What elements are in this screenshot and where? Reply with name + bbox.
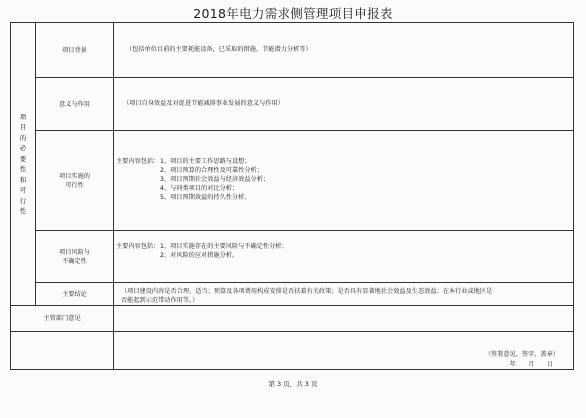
dept-opinion-label: 主管部门意见 — [43, 315, 81, 322]
list-item: 4、与同类项目的对比分析； — [160, 185, 239, 192]
signature-date: 年 月 日 — [509, 361, 553, 368]
list-item: 2、对风险的应对措施分析。 — [160, 252, 239, 259]
signature-note: （签署意见、签字、盖章） — [484, 351, 559, 358]
project-background-label: 项目背景 — [62, 46, 87, 54]
risk-content: 主要内容包括： 1、项目实施存在的主要风险与不确定性分析； 2、对风险的应对措施分析。 — [116, 243, 288, 259]
form-title: 2018年电力需求侧管理项目申报表 — [193, 6, 393, 21]
application-form-table — [10, 22, 574, 370]
list-item: 1、项目实施存在的主要风险与不确定性分析； — [160, 243, 288, 250]
list-item: 5、项目预期效益的持久性分析。 — [160, 194, 251, 201]
conclusion-text: （项目建设内容是否合理、适当；预算及各项费用构成安排是否扶着有关政策；是否具有显著地社会效益及生态效益；在本行业或地区是 否能起到示范带动作用等。） — [121, 288, 493, 304]
list-item: 3、项目预期社会效益与经济效益分析； — [160, 176, 270, 183]
project-background-text: （包括单位目前的主要耗能设备，已采取的措施，节能潜力分析等） — [126, 46, 312, 53]
significance-text: （项目自身效益及对促进节能减排事业发展的意义与作用） — [123, 100, 284, 107]
list-item: 1、项目的主要工作思路与设想； — [160, 158, 251, 165]
list-item: 2、项目预算的合理性及可靠性分析； — [160, 167, 263, 174]
significance-label: 意义与作用 — [59, 100, 90, 108]
feasibility-label: 项目实施的 可行性 — [59, 172, 90, 189]
risk-label: 项目风险与 不确定性 — [59, 248, 90, 265]
feasibility-content: 主要内容包括： 1、项目的主要工作思路与设想； 2、项目预算的合理性及可靠性分析； 3、项目预期社会效益与经济效益分析； 4、与同类项目的对比分析； 5、项目预期效益的持久性分析。 — [116, 158, 270, 201]
conclusion-label: 主要结论 — [62, 290, 87, 298]
necessity-feasibility-label: 项目的必要性和可行性 — [19, 112, 27, 215]
page-number: 第 3 页，共 3 页 — [268, 380, 318, 388]
